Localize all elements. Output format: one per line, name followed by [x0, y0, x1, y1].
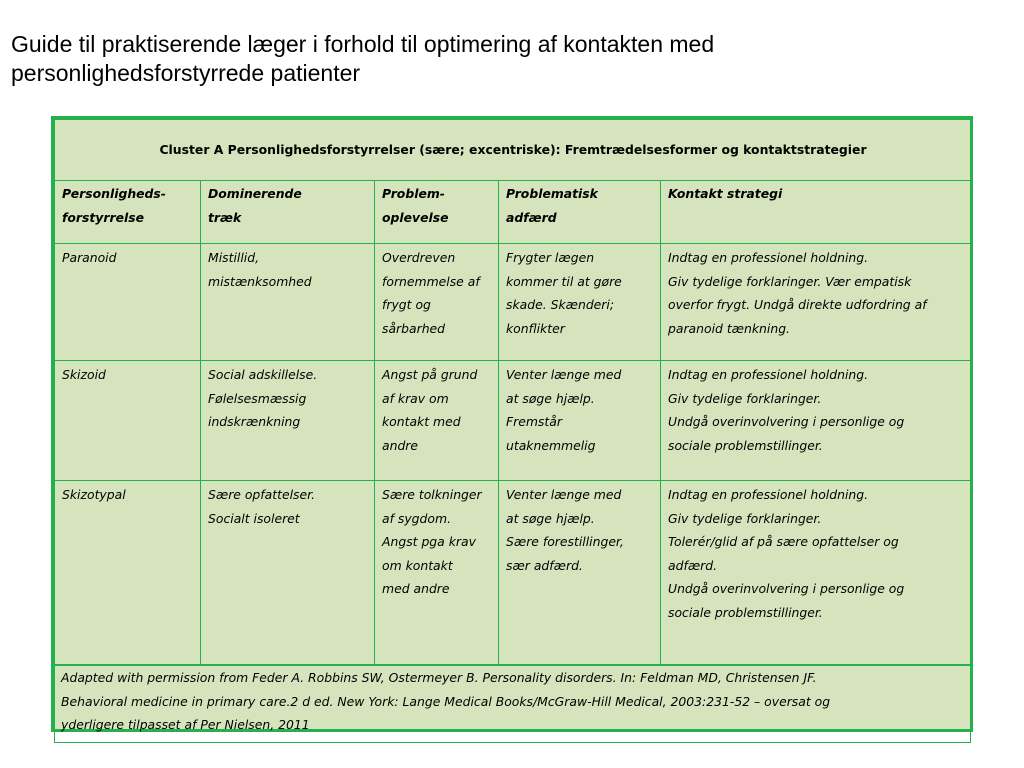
- cell-line: Indtag en professionel holdning.: [668, 367, 869, 382]
- table: [54, 119, 971, 743]
- slide-title: [11, 30, 1011, 88]
- cell-line: Social adskillelse.: [208, 367, 318, 382]
- cell-line: Skizotypal: [62, 487, 126, 502]
- cell-line: adfærd: [506, 209, 557, 225]
- cell-traits: [201, 481, 375, 666]
- cell-behavior: [499, 481, 661, 666]
- column-header: [661, 181, 971, 244]
- cell-line: Adapted with permission from Feder A. Robbins SW, Ostermeyer B. Personality disorders. In: Feldman MD, Christensen JF.: [61, 670, 817, 685]
- cell-line: adfærd.: [668, 557, 718, 573]
- cell-line: Giv tydelige forklaringer. Vær empatisk: [668, 273, 912, 289]
- cell-line: om kontakt: [382, 557, 453, 573]
- table-row: [55, 361, 971, 481]
- cell-line: Undgå overinvolvering i personlige og: [668, 581, 905, 596]
- table-row: [55, 244, 971, 361]
- cell-line: Følelsesmæssig: [208, 390, 307, 406]
- column-header: [375, 181, 499, 244]
- cell-line: af sygdom.: [382, 510, 452, 526]
- cell-line: Socialt isoleret: [208, 510, 300, 526]
- cell-experience: [375, 481, 499, 666]
- cell-line: Angst på grund: [382, 367, 478, 382]
- cell-line: Undgå overinvolvering i personlige og: [668, 414, 905, 429]
- cell-line: Fremstår: [506, 414, 562, 429]
- cell-line: forstyrrelse: [62, 209, 145, 225]
- cell-line: Sære opfattelser.: [208, 487, 316, 502]
- cell-line: konflikter: [506, 320, 565, 336]
- cell-traits: [201, 244, 375, 361]
- slide-title-line-1: Guide til praktiserende læger i forhold til optimering af kontakten med: [11, 31, 715, 57]
- cell-line: Problematisk: [506, 186, 598, 201]
- table-caption: Cluster A Personlighedsforstyrrelser (sære; excentriske): Fremtrædelsesformer og kontaktstrategier: [55, 120, 971, 181]
- cell-line: Giv tydelige forklaringer.: [668, 510, 822, 526]
- cell-line: Indtag en professionel holdning.: [668, 250, 869, 265]
- cell-line: at søge hjælp.: [506, 510, 595, 526]
- cell-line: fornemmelse af: [382, 273, 480, 289]
- cell-line: af krav om: [382, 390, 449, 406]
- cell-line: Tolerér/glid af på sære opfattelser og: [668, 534, 899, 549]
- cell-line: Paranoid: [62, 250, 117, 265]
- cell-line: sociale problemstillinger.: [668, 437, 823, 453]
- cell-line: sårbarhed: [382, 320, 446, 336]
- cell-line: utaknemmelig: [506, 437, 596, 453]
- cell-line: Sære tolkninger: [382, 487, 482, 502]
- cell-behavior: [499, 244, 661, 361]
- cell-line: Venter længe med: [506, 367, 622, 382]
- column-header: [499, 181, 661, 244]
- table-caption-row: [55, 120, 971, 181]
- cell-line: med andre: [382, 581, 450, 596]
- cluster-a-table: [51, 116, 973, 732]
- slide-title-line-2: personlighedsforstyrrede patienter: [11, 60, 361, 86]
- cell-line: Angst pga krav: [382, 534, 476, 549]
- cell-strategy: [661, 481, 971, 666]
- cell-line: skade. Skænderi;: [506, 297, 615, 312]
- cell-disorder: [55, 481, 201, 666]
- table-row: [55, 481, 971, 666]
- cell-line: Skizoid: [62, 367, 106, 382]
- cell-line: yderligere tilpasset af Per Nielsen, 2011: [61, 717, 310, 732]
- cell-line: indskrænkning: [208, 414, 301, 429]
- cell-line: træk: [208, 209, 242, 225]
- cell-line: Problem-: [382, 186, 445, 201]
- cell-line: frygt og: [382, 297, 431, 312]
- cell-disorder: [55, 244, 201, 361]
- cell-line: oplevelse: [382, 209, 449, 225]
- cell-line: sær adfærd.: [506, 557, 583, 573]
- cell-traits: [201, 361, 375, 481]
- cell-line: sociale problemstillinger.: [668, 604, 823, 620]
- cell-line: paranoid tænkning.: [668, 320, 790, 336]
- cell-line: Kontakt strategi: [668, 186, 783, 201]
- cell-line: Behavioral medicine in primary care.2 d ed. New York: Lange Medical Books/McGraw-Hill Medical, 2003:231-52 – oversat og: [61, 693, 831, 709]
- table-footer-row: [55, 665, 971, 743]
- cell-line: Sære forestillinger,: [506, 534, 624, 549]
- cell-disorder: [55, 361, 201, 481]
- cell-line: Indtag en professionel holdning.: [668, 487, 869, 502]
- cell-line: mistænksomhed: [208, 273, 312, 289]
- cell-strategy: [661, 361, 971, 481]
- cell-line: at søge hjælp.: [506, 390, 595, 406]
- cell-line: kontakt med: [382, 414, 461, 429]
- source-citation: [55, 665, 971, 743]
- cell-strategy: [661, 244, 971, 361]
- cell-line: Personligheds-: [62, 186, 166, 201]
- cell-line: overfor frygt. Undgå direkte udfordring af: [668, 297, 927, 312]
- column-header: [55, 181, 201, 244]
- cell-line: andre: [382, 437, 419, 453]
- cell-line: Mistillid,: [208, 250, 260, 265]
- cell-line: Overdreven: [382, 250, 456, 265]
- cell-line: Venter længe med: [506, 487, 622, 502]
- cell-behavior: [499, 361, 661, 481]
- table-header-row: [55, 181, 971, 244]
- cell-line: Giv tydelige forklaringer.: [668, 390, 822, 406]
- cell-experience: [375, 361, 499, 481]
- cell-line: kommer til at gøre: [506, 273, 622, 289]
- cell-line: Dominerende: [208, 186, 302, 201]
- cell-line: Frygter lægen: [506, 250, 595, 265]
- column-header: [201, 181, 375, 244]
- cell-experience: [375, 244, 499, 361]
